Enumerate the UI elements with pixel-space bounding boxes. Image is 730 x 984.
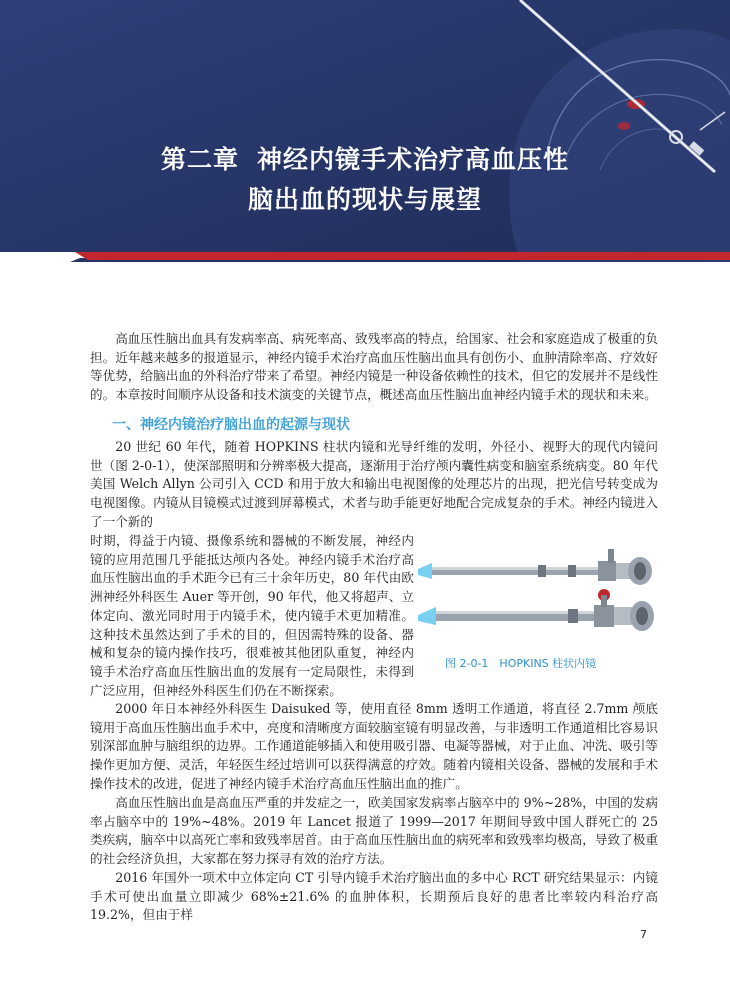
chapter-number: 第二章 <box>160 145 239 174</box>
figure-caption: 图 2-0-1 HOPKINS 柱状内镜 <box>445 657 597 670</box>
page-number: 7 <box>640 928 647 941</box>
red-accent-stripe <box>0 252 730 266</box>
endoscope-image-2 <box>418 589 654 631</box>
endoscope-image-1 <box>418 549 652 585</box>
intro-paragraph: 高血压性脑出血具有发病率高、病死率高、致残率高的特点，给国家、社会和家庭造成了极重的负担。近年越来越多的报道显示，神经内镜手术治疗高血压性脑出血具有创伤小、血肿清除率高、疗效好等优势，给脑出血的外科治疗带来了希望。神经内镜是一种设备依赖性的技术，但它的发展并不是线性的。本章按时间顺序从设备和技术演变的关键节点，概述高血压性脑出血神经内镜手术的现状和未来。 <box>90 331 658 403</box>
chapter-banner <box>0 0 730 262</box>
paragraph-1-wrap: 时期，得益于内镜、摄像系统和器械的不断发展，神经内镜的应用范围几乎能抵达颅内各处。神经内镜手术治疗高血压性脑出血的手术距今已有三十余年历史，80 年代由欧洲神经外科医生 Auer 等开创，90 年代，他又将超声、立体定向、激光同时用于内镜手术，使内镜手术更加精准。这种技术虽然达到了手术的目的，但因需特殊的设备、器械和复杂的镜内操作技巧，很难被其他团队重复，神经内镜手术治疗高血压性脑出血的发展有一定局限性，未得到广泛应用，但神经外科医生们仍在不断探索。 <box>90 533 414 698</box>
paragraph-4: 2016 年国外一项术中立体定向 CT 引导内镜手术治疗脑出血的多中心 RCT 研究结果显示：内镜手术可使出血量立即减少 68%±21.6% 的血肿体积，长期预后良好的患者比率较内科治疗高 19.2%，但由于样 <box>90 870 658 923</box>
paragraph-1: 20 世纪 60 年代，随着 HOPKINS 柱状内镜和光导纤维的发明，外径小、视野大的现代内镜问世（图 2-0-1），使深部照明和分辨率极大提高，逐渐用于治疗颅内囊性病变和脑室系统病变。80 年代美国 Welch Allyn 公司引入 CCD 和用于放大和输出电视图像的处理芯片的出现，把光信号转变成为电视图像。内镜从目镜模式过渡到屏幕模式，术者与助手能更好地配合完成复杂的手术。神经内镜进入了一个新的 <box>90 439 658 529</box>
chapter-title-line1: 神经内镜手术治疗高血压性 <box>257 145 570 174</box>
paragraph-2: 2000 年日本神经外科医生 Daisuked 等，使用直径 8mm 透明工作通道，将直径 2.7mm 颅底镜用于高血压性脑出血手术中，亮度和清晰度方面较脑室镜有明显改善，与非透明工作通道相比容易识别深部血肿与脑组织的边界。工作通道能够插入和使用吸引器、电凝等器械，对于止血、冲洗、吸引等操作更加方便、灵活，年轻医生经过培训可以获得满意的疗效。随着内镜相关设备、器械的发展和手术操作技术的改进，促进了神经内镜手术治疗高血压性脑出血的推广。 <box>90 701 658 791</box>
hopkins-endoscope-figure <box>418 543 660 653</box>
paragraph-3: 高血压性脑出血是高血压严重的并发症之一，欧美国家发病率占脑卒中的 9%~28%，中国的发病率占脑卒中的 19%~48%。2019 年 Lancet 报道了 1999—2017 年期间导致中国人群死亡的 25 类疾病，脑卒中以高死亡率和致残率居首。由于高血压性脑出血的病死率和致残率均极高，导致了极重的社会经济负担，大家都在努力探寻有效的治疗方法。 <box>90 795 658 867</box>
chapter-title-line2: 脑出血的现状与展望 <box>247 185 482 214</box>
section-heading: 一、神经内镜治疗脑出血的起源与现状 <box>112 417 350 433</box>
chapter-title <box>0 140 730 220</box>
brain-endoscope-illustration <box>0 0 730 262</box>
